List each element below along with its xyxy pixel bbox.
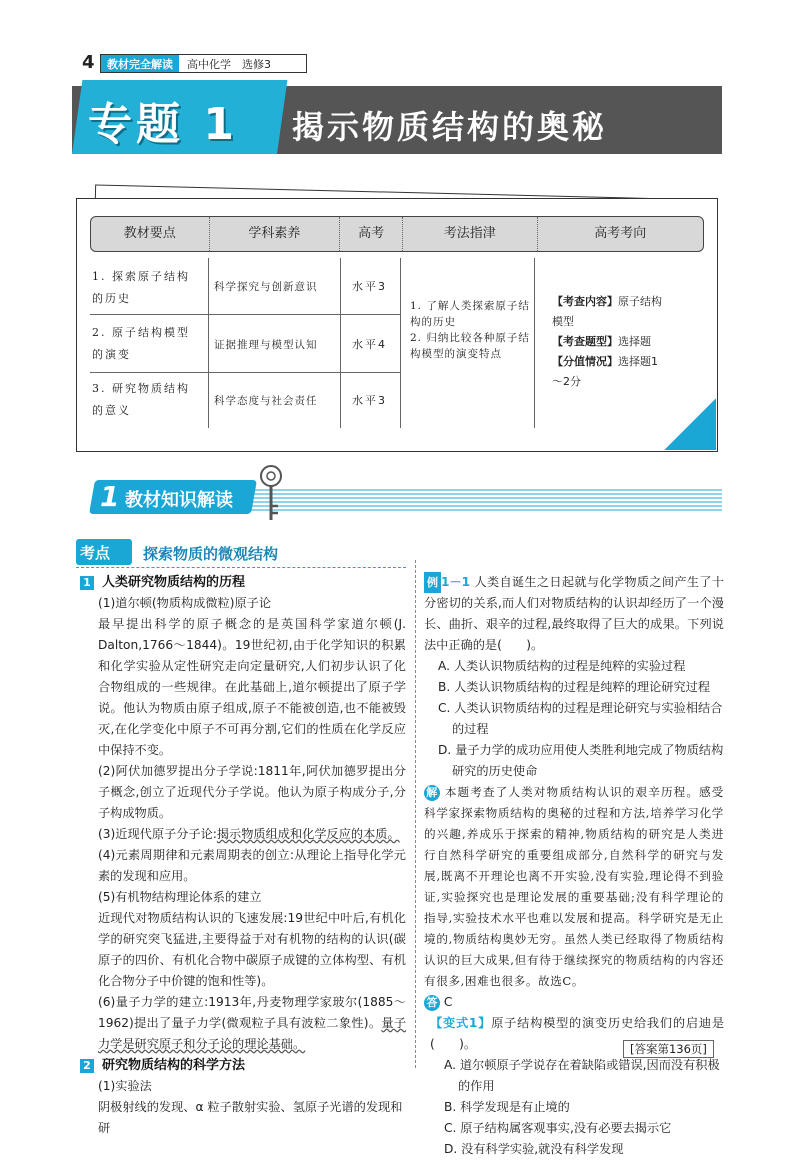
divider — [400, 258, 401, 428]
paragraph: (5)有机物结构理论体系的建立 — [98, 890, 262, 904]
col-header: 考法指津 — [403, 217, 538, 251]
kaodian-label: 考点 — [80, 544, 111, 562]
exam-trend — [552, 292, 662, 392]
answer-tag: 答 — [424, 995, 440, 1011]
emphasis-text: 量子力学是研究原子和分子论的理论基础。 — [98, 1016, 407, 1051]
paragraph: (2)阿伏加德罗提出分子学说:1811年,阿伏加德罗提出分子概念,创立了近现代分子学说。他认为原子构成分子,分子构成物质。 — [98, 764, 406, 820]
paragraph — [80, 824, 406, 845]
divider — [208, 258, 209, 428]
answer-page-ref: [答案第136页] — [623, 1040, 714, 1058]
exam-guide — [410, 298, 530, 362]
trend-value: 选择题1～2分 — [552, 355, 658, 388]
section-title: 教材知识解读 — [125, 490, 233, 511]
col-header: 高考 — [340, 217, 403, 251]
col-header: 高考考向 — [594, 226, 647, 241]
solution-tag: 解 — [424, 785, 440, 801]
paragraph: (4)元素周期律和元素周期表的创立:从理论上指导化学元素的发现和应用。 — [98, 848, 406, 883]
series-label: 教材完全解读 — [101, 55, 179, 72]
overview-level: 水平3 — [352, 280, 387, 293]
guide-item: 2. 归纳比较各种原子结构模型的演变特点 — [410, 332, 530, 360]
right-column — [424, 572, 724, 1160]
col-header: 学科素养 — [210, 217, 341, 251]
subsection-number: 2 — [80, 1059, 94, 1073]
option: D. 没有科学实验,就没有科学发现 — [444, 1142, 624, 1156]
example-tag: 例 — [424, 572, 441, 593]
trend-value: 原子结构模型 — [552, 295, 662, 328]
trend-value: 选择题 — [618, 335, 651, 348]
solution — [424, 782, 724, 992]
overview-point: 3. 研究物质结构的意义 — [92, 382, 190, 417]
subsection-number: 1 — [80, 576, 94, 590]
key-icon — [256, 462, 286, 526]
divider — [340, 258, 341, 428]
page-fold-corner — [664, 398, 716, 450]
guide-item: 1. 了解人类探索原子结构的历史 — [410, 300, 530, 328]
overview-literacy: 科学探究与创新意识 — [214, 281, 318, 293]
page-number: 4 — [82, 52, 95, 73]
paragraph: 阴极射线的发现、α 粒子散射实验、氢原子光谱的发现和研 — [98, 1100, 403, 1135]
left-column — [80, 572, 406, 1139]
paragraph: (1)实验法 — [98, 1079, 152, 1093]
answer-value: C — [443, 995, 453, 1009]
subsection-title: 人类研究物质结构的历程 — [102, 575, 246, 590]
overview-point: 2. 原子结构模型的演变 — [92, 326, 190, 361]
example-id: 1－1 — [441, 575, 471, 589]
kaodian-title: 探索物质的微观结构 — [143, 545, 279, 563]
option: C. 人类认识物质结构的过程是理论研究与实验相结合的过程 — [438, 701, 723, 736]
overview-level: 水平3 — [352, 394, 387, 407]
option: A. 人类认识物质结构的过程是纯粹的实验过程 — [438, 659, 686, 673]
page-title: 揭示物质结构的奥秘 — [292, 108, 608, 146]
subsection-title: 研究物质结构的科学方法 — [102, 1058, 246, 1073]
example-text: 人类自诞生之日起就与化学物质之间产生了十分密切的关系,而人们对物质结构的认识却经历了一个漫长、曲折、艰辛的过程,最终取得了巨大的成果。下列说法中正确的是( )。 — [424, 575, 724, 652]
trend-label: 【分值情况】 — [552, 355, 618, 368]
overview-level: 水平4 — [352, 338, 387, 351]
text-run: (3)近现代原子分子论: — [98, 827, 217, 841]
divider — [90, 372, 400, 373]
emphasis-text: 揭示物质组成和化学反应的本质。 — [216, 827, 400, 841]
trend-label: 【考查题型】 — [552, 335, 618, 348]
trend-label: 【考查内容】 — [552, 295, 618, 308]
col-header: 教材要点 — [91, 217, 210, 251]
subject-label: 高中化学 选修3 — [187, 58, 271, 71]
option: C. 原子结构属客观事实,没有必要去揭示它 — [444, 1121, 672, 1135]
subsection-heading — [80, 1055, 406, 1076]
paragraph: (1)道尔顿(物质构成微粒)原子论 — [98, 596, 272, 610]
variant-text: 原子结构模型的演变历史给我们的启迪是( )。 — [430, 1016, 725, 1051]
paragraph — [80, 992, 406, 1055]
overview-point: 1. 探索原子结构的历史 — [92, 270, 190, 305]
overview-header — [90, 216, 704, 252]
subsection-heading — [80, 572, 406, 593]
kaodian-number: 1 — [116, 535, 133, 563]
paragraph: 近现代对物质结构认识的飞速发展:19世纪中叶后,有机化学的研究突飞猛进,主要得益于对有机物的结构的认识(碳原子的四价、有机化合物中碳原子成键的立体构型、有机化合物分子中价键的饱和性等)。 — [98, 911, 406, 988]
overview-literacy: 证据推理与模型认知 — [214, 339, 318, 351]
option: A. 道尔顿原子学说存在着缺陷或错误,因而没有积极的作用 — [444, 1058, 720, 1093]
divider — [76, 567, 406, 568]
divider — [534, 258, 535, 428]
section-number: 1 — [100, 480, 120, 513]
overview-literacy: 科学态度与社会责任 — [214, 395, 318, 407]
divider — [90, 314, 400, 315]
solution-text: 本题考查了人类对物质结构认识的艰辛历程。感受科学家探索物质结构的奥秘的过程和方法,培养学习化学的兴趣,养成乐于探索的精神,物质结构的研究是人类进行自然科学研究的重要组成部分,自然科学的研究与发展,既离不开理论也离不开实验,没有实验,理论得不到验证,实验探究也是理论发展的重要基础;没有科学理论的指导,实验技术水平也难以发展和提高。科学研究是无止境的,物质结构奥妙无穷。虽然人类已经取得了物质结构认识的巨大成果,但有待于继续探究的物质结构的内容还有很多,困难也很多。故选C。 — [424, 785, 724, 988]
example-question — [424, 572, 724, 656]
option: B. 科学发现是有止境的 — [444, 1100, 570, 1114]
variant-tag: 【变式1】 — [430, 1016, 492, 1030]
option: B. 人类认识物质结构的过程是纯粹的理论研究过程 — [438, 680, 711, 694]
paragraph: 最早提出科学的原子概念的是英国科学家道尔顿(J. Dalton,1766～1844)。19世纪初,由于化学知识的积累和化学实验从定性研究走向定量研究,人们初步认识了化合物组成的一些规律。在此基础上,道尔顿提出了原子学说。他认为物质由原子组成,原子不能被创造,也不能被毁灭,在化学变化中原子不可再分割,它们的性质在化学反应中保持不变。 — [98, 617, 406, 757]
answer — [424, 992, 724, 1013]
book-label — [100, 54, 307, 73]
text-run: (6)量子力学的建立:1913年,丹麦物理学家玻尔(1885～1962)提出了量子力学(微观粒子具有波粒二象性)。 — [98, 995, 406, 1030]
option: D. 量子力学的成功应用使人类胜利地完成了物质结构研究的历史使命 — [438, 743, 724, 778]
column-divider — [415, 560, 416, 1068]
topic-label: 专题 1 — [88, 99, 238, 150]
